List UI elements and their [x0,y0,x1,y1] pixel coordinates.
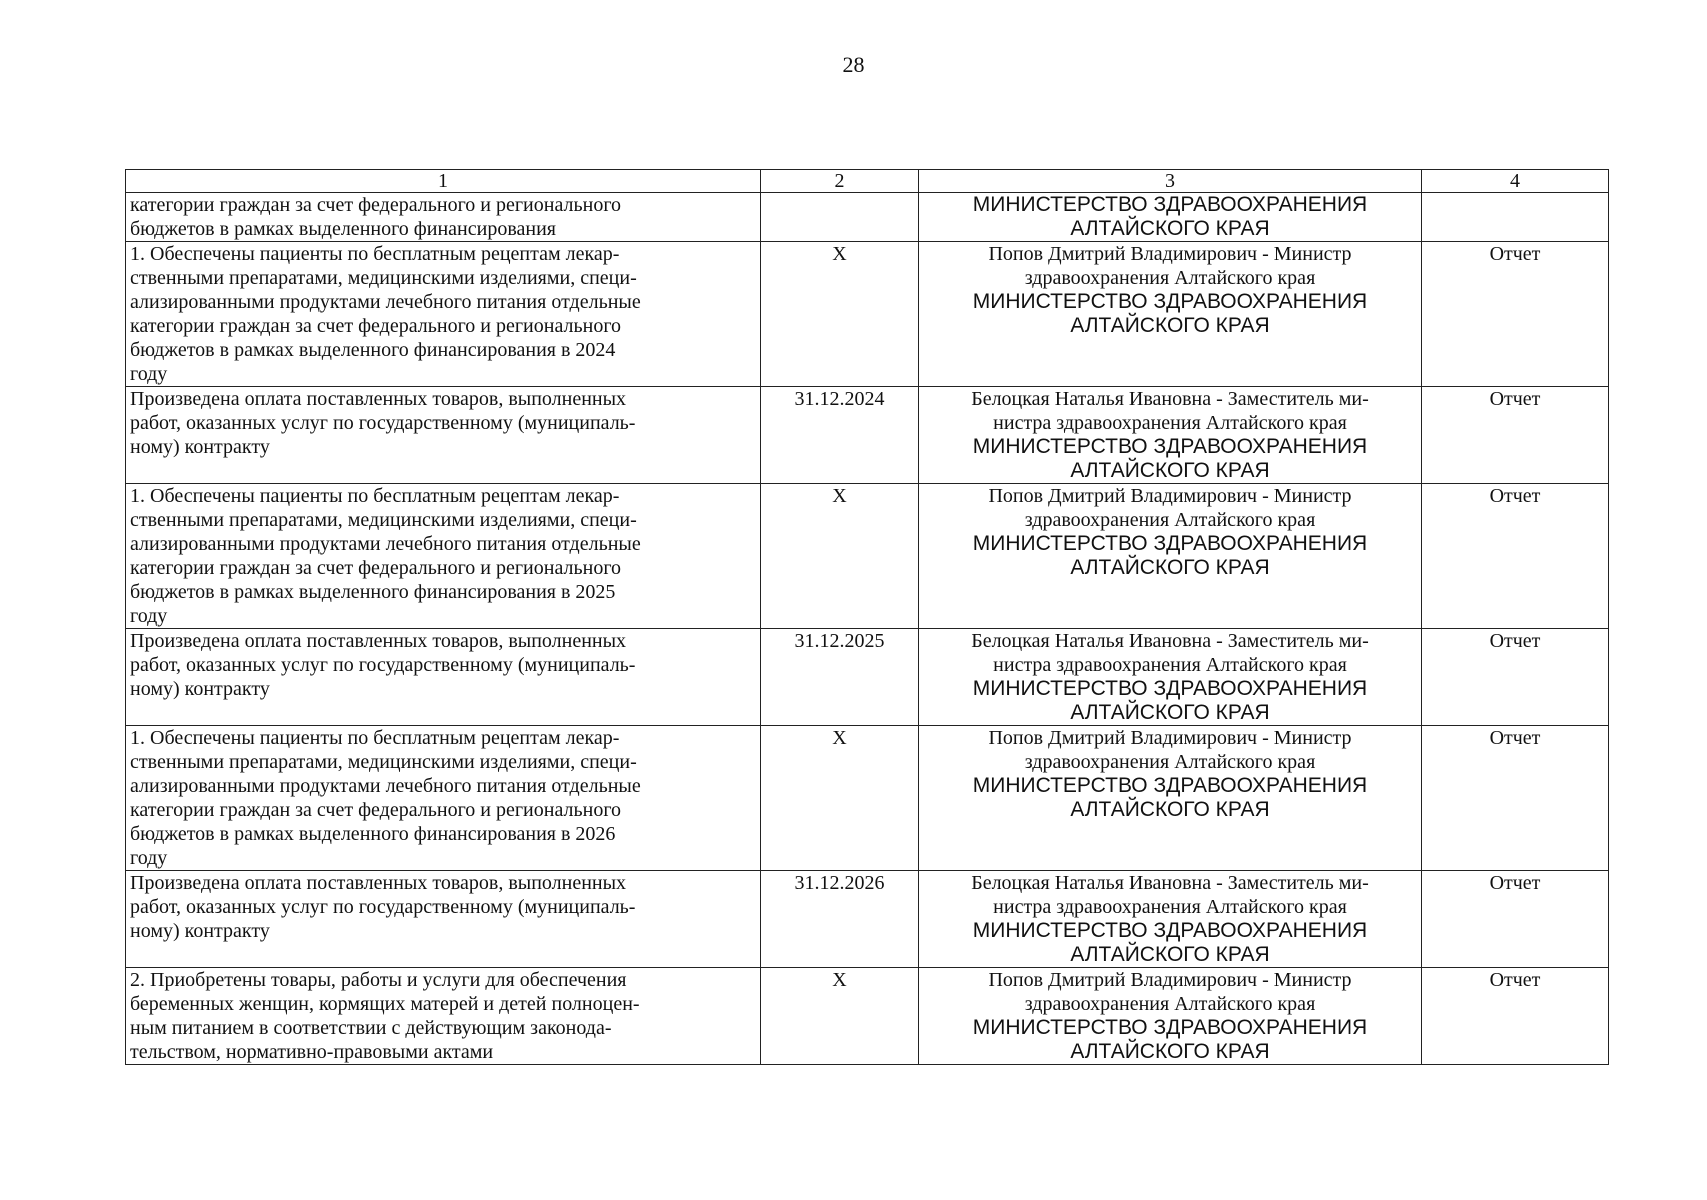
organization-name: МИНИСТЕРСТВО ЗДРАВООХРАНЕНИЯ АЛТАЙСКОГО КРАЯ [972,532,1368,579]
table-row [126,193,1609,242]
table-row [126,242,1609,387]
organization-name: МИНИСТЕРСТВО ЗДРАВООХРАНЕНИЯ АЛТАЙСКОГО КРАЯ [972,435,1368,482]
responsible-person: Попов Дмитрий Владимирович - Министр здравоохранения Алтайского края [988,243,1352,289]
responsible-person: Попов Дмитрий Владимирович - Министр здравоохранения Алтайского края [988,727,1352,773]
responsible-cell [919,193,1422,242]
date-cell: X [761,242,919,387]
description-cell [126,484,761,629]
report-cell: Отчет [1422,968,1609,1065]
date-cell: X [761,968,919,1065]
responsible-cell [919,726,1422,871]
column-header-4: 4 [1422,170,1609,193]
description-cell [126,629,761,726]
report-cell: Отчет [1422,726,1609,871]
organization-name: МИНИСТЕРСТВО ЗДРАВООХРАНЕНИЯ АЛТАЙСКОГО КРАЯ [972,290,1368,337]
table-row [126,968,1609,1065]
organization-name: МИНИСТЕРСТВО ЗДРАВООХРАНЕНИЯ АЛТАЙСКОГО КРАЯ [972,193,1368,240]
table-row [126,871,1609,968]
date-cell: 31.12.2025 [761,629,919,726]
description-cell [126,871,761,968]
description-cell [126,193,761,242]
organization-name: МИНИСТЕРСТВО ЗДРАВООХРАНЕНИЯ АЛТАЙСКОГО КРАЯ [972,774,1368,821]
description-cell [126,726,761,871]
column-header-1: 1 [126,170,761,193]
table-row [126,387,1609,484]
report-cell: Отчет [1422,484,1609,629]
page-number: 28 [842,52,865,77]
date-cell: X [761,726,919,871]
description-text: 1. Обеспечены пациенты по бесплатным рецептам лекар- ственными препаратами, медицинскими изделиями, специ- ализированными продуктами лечебного питания отдельные категории граждан за счет федерального и регионального бюджетов в рамках выделенного финансирования в 2025 году [130,485,641,627]
date-cell: X [761,484,919,629]
organization-name: МИНИСТЕРСТВО ЗДРАВООХРАНЕНИЯ АЛТАЙСКОГО КРАЯ [972,919,1368,966]
description-text: 1. Обеспечены пациенты по бесплатным рецептам лекар- ственными препаратами, медицинскими изделиями, специ- ализированными продуктами лечебного питания отдельные категории граждан за счет федерального и регионального бюджетов в рамках выделенного финансирования в 2026 году [130,727,641,869]
responsible-cell [919,968,1422,1065]
report-cell: Отчет [1422,629,1609,726]
responsible-cell [919,387,1422,484]
report-cell: Отчет [1422,871,1609,968]
report-cell: Отчет [1422,242,1609,387]
description-cell [126,387,761,484]
responsible-person: Попов Дмитрий Владимирович - Министр здравоохранения Алтайского края [988,969,1352,1015]
description-text: 2. Приобретены товары, работы и услуги для обеспечения беременных женщин, кормящих матерей и детей полноцен- ным питанием в соответствии с действующим законода- тельством, нормативно-правовыми актами [130,969,640,1063]
organization-name: МИНИСТЕРСТВО ЗДРАВООХРАНЕНИЯ АЛТАЙСКОГО КРАЯ [972,1016,1368,1063]
organization-name: МИНИСТЕРСТВО ЗДРАВООХРАНЕНИЯ АЛТАЙСКОГО КРАЯ [972,677,1368,724]
table-row [126,484,1609,629]
description-text: Произведена оплата поставленных товаров, выполненных работ, оказанных услуг по государственному (муниципаль- ному) контракту [130,872,636,942]
table-row [126,629,1609,726]
responsible-cell [919,629,1422,726]
description-text: категории граждан за счет федерального и регионального бюджетов в рамках выделенного финансирования [130,194,622,240]
report-cell: Отчет [1422,387,1609,484]
date-cell [761,193,919,242]
responsible-cell [919,484,1422,629]
date-cell: 31.12.2024 [761,387,919,484]
date-cell: 31.12.2026 [761,871,919,968]
column-header-2: 2 [761,170,919,193]
description-text: 1. Обеспечены пациенты по бесплатным рецептам лекар- ственными препаратами, медицинскими изделиями, специ- ализированными продуктами лечебного питания отдельные категории граждан за счет федерального и регионального бюджетов в рамках выделенного финансирования в 2024 году [130,243,641,385]
responsible-cell [919,242,1422,387]
column-header-3: 3 [919,170,1422,193]
responsible-person: Белоцкая Наталья Ивановна - Заместитель ми- нистра здравоохранения Алтайского края [971,630,1369,676]
responsible-person: Белоцкая Наталья Ивановна - Заместитель ми- нистра здравоохранения Алтайского края [971,388,1369,434]
responsible-cell [919,871,1422,968]
report-cell [1422,193,1609,242]
description-cell [126,968,761,1065]
measures-table [125,169,1609,1065]
description-cell [126,242,761,387]
table-header-row [126,170,1609,193]
description-text: Произведена оплата поставленных товаров, выполненных работ, оказанных услуг по государственному (муниципаль- ному) контракту [130,630,636,700]
responsible-person: Белоцкая Наталья Ивановна - Заместитель ми- нистра здравоохранения Алтайского края [971,872,1369,918]
description-text: Произведена оплата поставленных товаров, выполненных работ, оказанных услуг по государственному (муниципаль- ному) контракту [130,388,636,458]
responsible-person: Попов Дмитрий Владимирович - Министр здравоохранения Алтайского края [988,485,1352,531]
table-row [126,726,1609,871]
